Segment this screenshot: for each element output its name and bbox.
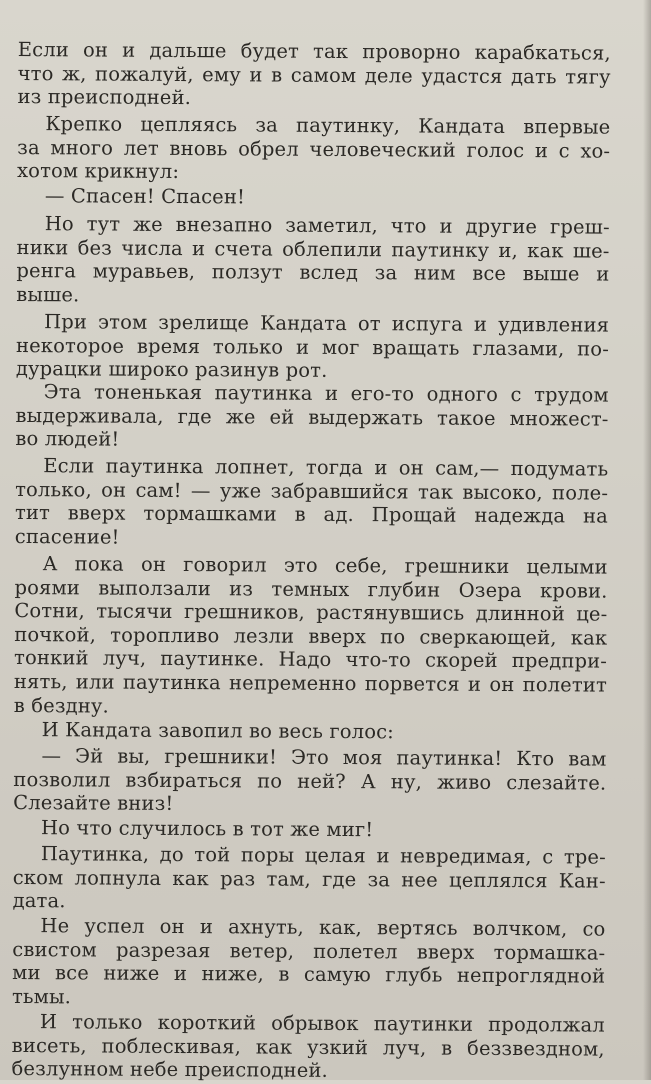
- text-line: выше.: [16, 282, 80, 307]
- text-line: И Кандата завопил во весь голос:: [41, 718, 394, 744]
- text-line: И только короткий обрывок паутинки продолжал: [39, 1010, 605, 1037]
- text-line: тонкий луч, паутинке. Надо что-то скорей предпри-: [14, 646, 608, 673]
- text-line: почкой, торопливо лезли вверх по сверкающей, как: [14, 622, 608, 650]
- text-line: Крепко цепляясь за паутинку, Кандата впервые: [45, 112, 611, 139]
- text-line: во людей!: [15, 427, 120, 451]
- text-line: — Спасен! Спасен!: [44, 184, 246, 209]
- text-line: нять, или паутинка непременно порвется и он полетит: [13, 669, 608, 697]
- text-line: за много лет вновь обрел человеческий голос и с хо-: [17, 135, 611, 163]
- text-line: позволил взбираться по ней? А ну, живо слезайте.: [13, 767, 607, 795]
- paragraph: [12, 914, 606, 1012]
- paragraph: [13, 744, 606, 818]
- paragraph: [15, 454, 609, 552]
- text-line: Слезайте вниз!: [13, 791, 174, 816]
- text-line: Если он и дальше будет так проворно карабкаться,: [17, 37, 611, 65]
- paragraph: [17, 184, 610, 211]
- paragraph: [14, 718, 607, 745]
- paragraph: [12, 1010, 605, 1084]
- paragraph: [14, 552, 608, 721]
- text-line: висеть, поблескивая, как узкий луч, в беззвездном,: [11, 1033, 605, 1061]
- text-line: Паутинка, до той поры целая и невредимая, с тре-: [40, 842, 606, 869]
- text-line: спасение!: [14, 524, 120, 549]
- text-line: Сотни, тысячи грешников, растянувшись длинной це-: [14, 599, 608, 626]
- paragraph: [16, 212, 610, 310]
- text-line: только, он сам! — уже забравшийся так высоко, поле-: [15, 477, 609, 505]
- text-line: ми все ниже и ниже, в самую глубь непроглядной: [12, 961, 606, 988]
- text-line: дата.: [12, 889, 66, 913]
- text-line: некоторое время только и мог вращать глазами, по-: [15, 333, 610, 361]
- text-line: дурацки широко разинув рот.: [15, 357, 328, 383]
- paragraph: [13, 842, 606, 916]
- text-line: Если паутинка лопнет, тогда и он сам,— подумать: [43, 454, 609, 481]
- text-line: ники без числа и счета облепили паутинку и, как ше-: [16, 235, 610, 263]
- text-line: Не успел он и ахнуть, как, вертясь волчком, со: [40, 914, 606, 941]
- text-line: выдерживала, где же ей выдержать такое множест-: [15, 403, 609, 431]
- text-line: Но что случилось в тот же миг!: [40, 816, 374, 842]
- text-line: При этом зрелище Кандата от испуга и удивления: [44, 310, 610, 337]
- text-line: в бездну.: [13, 693, 109, 718]
- text-line: Но тут же внезапно заметил, что и другие греш-: [44, 212, 610, 239]
- book-page: [12, 18, 611, 1082]
- text-line: тьмы.: [11, 984, 72, 1009]
- paragraph: [17, 112, 610, 186]
- text-line: ском лопнула как раз там, где за нее цеплялся Кан-: [12, 865, 606, 893]
- text-line: — Эй вы, грешники! Это моя паутинка! Кто вам: [41, 744, 607, 771]
- text-line: безлунном небе преисподней.: [11, 1057, 329, 1083]
- text-line: ренга муравьев, ползут вслед за ним все выше и: [16, 259, 610, 286]
- text-line: хотом крикнул:: [16, 159, 180, 184]
- page-edge-shadow: [643, 0, 651, 1080]
- paragraph: [13, 816, 606, 843]
- paragraph: [15, 380, 608, 454]
- text-line: тит вверх тормашками в ад. Прощай надежда на: [14, 501, 609, 528]
- text-line: из преисподней.: [17, 85, 192, 110]
- text-line: что ж, пожалуй, ему и в самом деле удастся дать тягу: [17, 61, 611, 89]
- text-line: А пока он говорил это себе, грешники целыми: [42, 552, 608, 579]
- text-line: роями выползали из темных глубин Озера крови.: [14, 575, 608, 603]
- text-line: Эта тоненькая паутинка и его-то одного с трудом: [43, 380, 609, 407]
- paragraph: [16, 310, 609, 384]
- paragraph: [17, 38, 610, 112]
- text-line: свистом разрезая ветер, полетел вверх тормашка-: [12, 937, 606, 965]
